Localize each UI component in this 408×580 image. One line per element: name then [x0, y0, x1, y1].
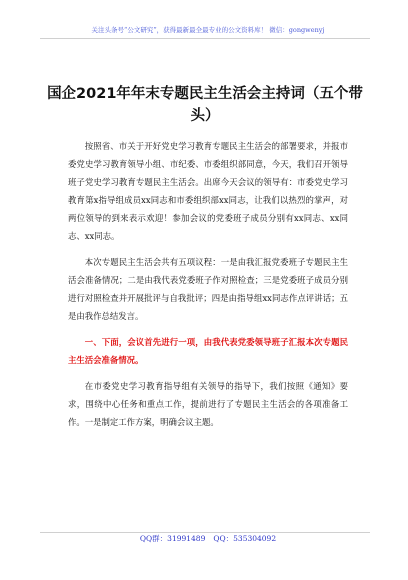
paragraph-agenda: 本次专题民主生活会共有五项议程：一是由我汇报党委班子专题民主生活会准备情况；二是由我代表党委班子作对照检查；三是党委班子成员分别进行对照检查并开展批评与自我批评；四是由指导组xx同志作点评讲话；五是由我作总结发言。: [68, 257, 348, 321]
footer-qq-group: QQ群：31991489: [139, 534, 206, 543]
footer-qq: QQ：535304092: [213, 534, 277, 543]
document-body: [68, 137, 348, 431]
paragraph-preparation: 在市委党史学习教育指导组有关领导的指导下，我们按照《通知》要求，围绕中心任务和重点工作，提前进行了专题民主生活会的各项准备工作。一是制定工作方案，明确会议主题。: [68, 381, 348, 427]
header-divider: [40, 38, 370, 39]
footer-contact: [68, 534, 348, 544]
header-banner: 关注头条号“公文研究”，获得最新最全最专业的公文资料库！ 微信：gongwenyj: [91, 26, 325, 34]
paragraph-section-heading: 一、下面，会议首先进行一项，由我代表党委领导班子汇报本次专题民主生活会准备情况。: [68, 337, 348, 365]
paragraph-opening: 按照省、市关于开好党史学习教育专题民主生活会的部署要求，并报市委党史学习教育领导小组、市纪委、市委组织部同意，今天，我们召开领导班子党史学习教育专题民主生活会。出席今天会议的领导有：市委党史学习教育第x指导组成员xx同志和市委组织部xx同志，让我们以热烈的掌声，对两位领导的到来表示欢迎！参加会议的党委班子成员分别有xx同志、xx同志、xx同志。: [68, 141, 348, 241]
footer-divider: [40, 532, 370, 533]
page-title: 国企2021年年末专题民主生活会主持词（五个带头）: [47, 86, 363, 124]
